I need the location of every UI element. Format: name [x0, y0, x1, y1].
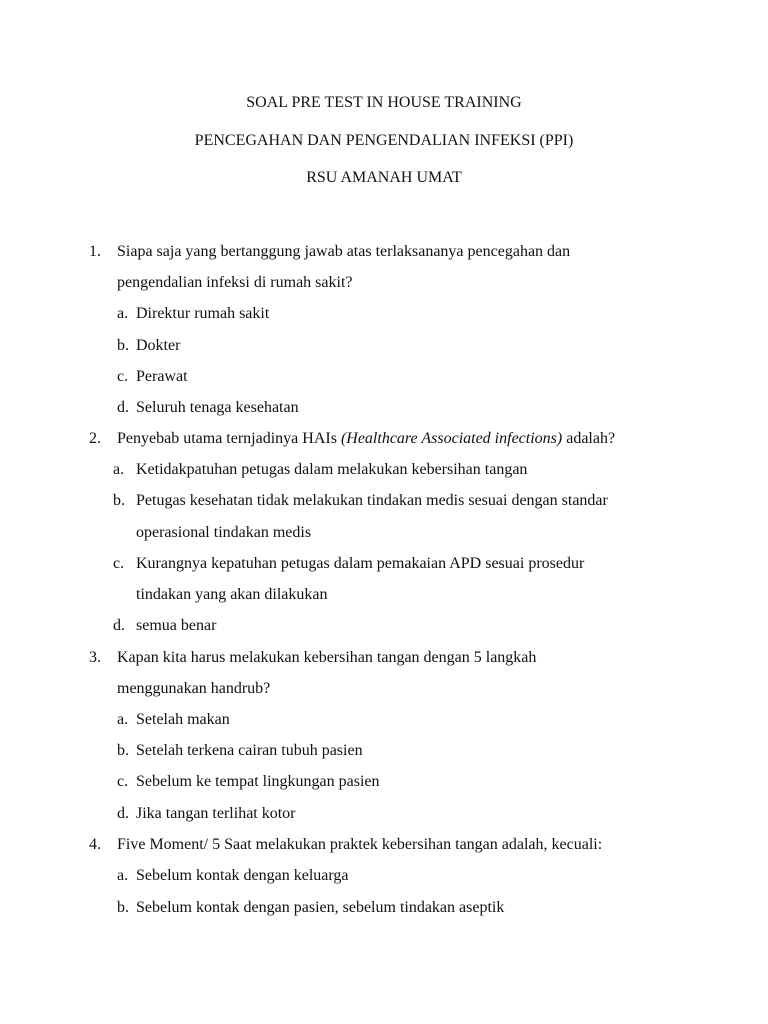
question-number: 2.	[89, 430, 101, 447]
option-text: operasional tindakan medis	[136, 524, 312, 541]
question-text-pre: Penyebab utama ternjadinya HAIs	[117, 430, 341, 447]
option-text: Setelah terkena cairan tubuh pasien	[136, 742, 363, 759]
option-text: tindakan yang akan dilakukan	[136, 586, 328, 603]
option-letter: d.	[113, 617, 125, 634]
option-letter: b.	[117, 337, 129, 354]
option-text: semua benar	[136, 617, 217, 634]
question-number: 3.	[89, 649, 101, 666]
option-letter: a.	[117, 867, 129, 884]
option-letter: c.	[113, 555, 125, 572]
option-text: Setelah makan	[136, 711, 230, 728]
option-text: Sebelum kontak dengan keluarga	[136, 867, 349, 884]
question-text: Kapan kita harus melakukan kebersihan tangan dengan 5 langkah	[117, 649, 537, 666]
document-title: SOAL PRE TEST IN HOUSE TRAINING	[246, 94, 522, 111]
question-text	[117, 429, 615, 449]
option-letter: a.	[117, 711, 129, 728]
option-letter: b.	[117, 899, 129, 916]
option-text: Sebelum kontak dengan pasien, sebelum tindakan aseptik	[136, 899, 505, 916]
option-text: Dokter	[136, 337, 181, 354]
option-text: Seluruh tenaga kesehatan	[136, 399, 299, 416]
option-text: Petugas kesehatan tidak melakukan tindakan medis sesuai dengan standar	[136, 492, 608, 509]
question-text: Siapa saja yang bertanggung jawab atas terlaksananya pencegahan dan	[117, 243, 571, 260]
document-subtitle: PENCEGAHAN DAN PENGENDALIAN INFEKSI (PPI)	[194, 132, 574, 149]
option-letter: a.	[117, 305, 129, 322]
option-text: Sebelum ke tempat lingkungan pasien	[136, 773, 380, 790]
question-text: menggunakan handrub?	[117, 680, 271, 697]
question-number: 4.	[89, 836, 101, 853]
option-text: Perawat	[136, 368, 188, 385]
question-text-italic: (Healthcare Associated infections)	[340, 430, 563, 447]
option-letter: d.	[117, 805, 129, 822]
option-letter: c.	[117, 368, 129, 385]
option-text: Ketidakpatuhan petugas dalam melakukan kebersihan tangan	[136, 461, 528, 478]
option-letter: b.	[113, 492, 125, 509]
question-text: pengendalian infeksi di rumah sakit?	[117, 274, 353, 291]
option-letter: b.	[117, 742, 129, 759]
institution-name: RSU AMANAH UMAT	[306, 169, 462, 186]
option-letter: d.	[117, 399, 129, 416]
option-text: Kurangnya kepatuhan petugas dalam pemakaian APD sesuai prosedur	[136, 555, 585, 572]
question-number: 1.	[89, 243, 101, 260]
option-letter: a.	[113, 461, 125, 478]
option-text: Jika tangan terlihat kotor	[136, 805, 296, 822]
option-letter: c.	[117, 773, 129, 790]
option-text: Direktur rumah sakit	[136, 305, 270, 322]
question-text: Five Moment/ 5 Saat melakukan praktek kebersihan tangan adalah, kecuali:	[117, 836, 603, 853]
question-text-post: adalah?	[562, 430, 616, 447]
